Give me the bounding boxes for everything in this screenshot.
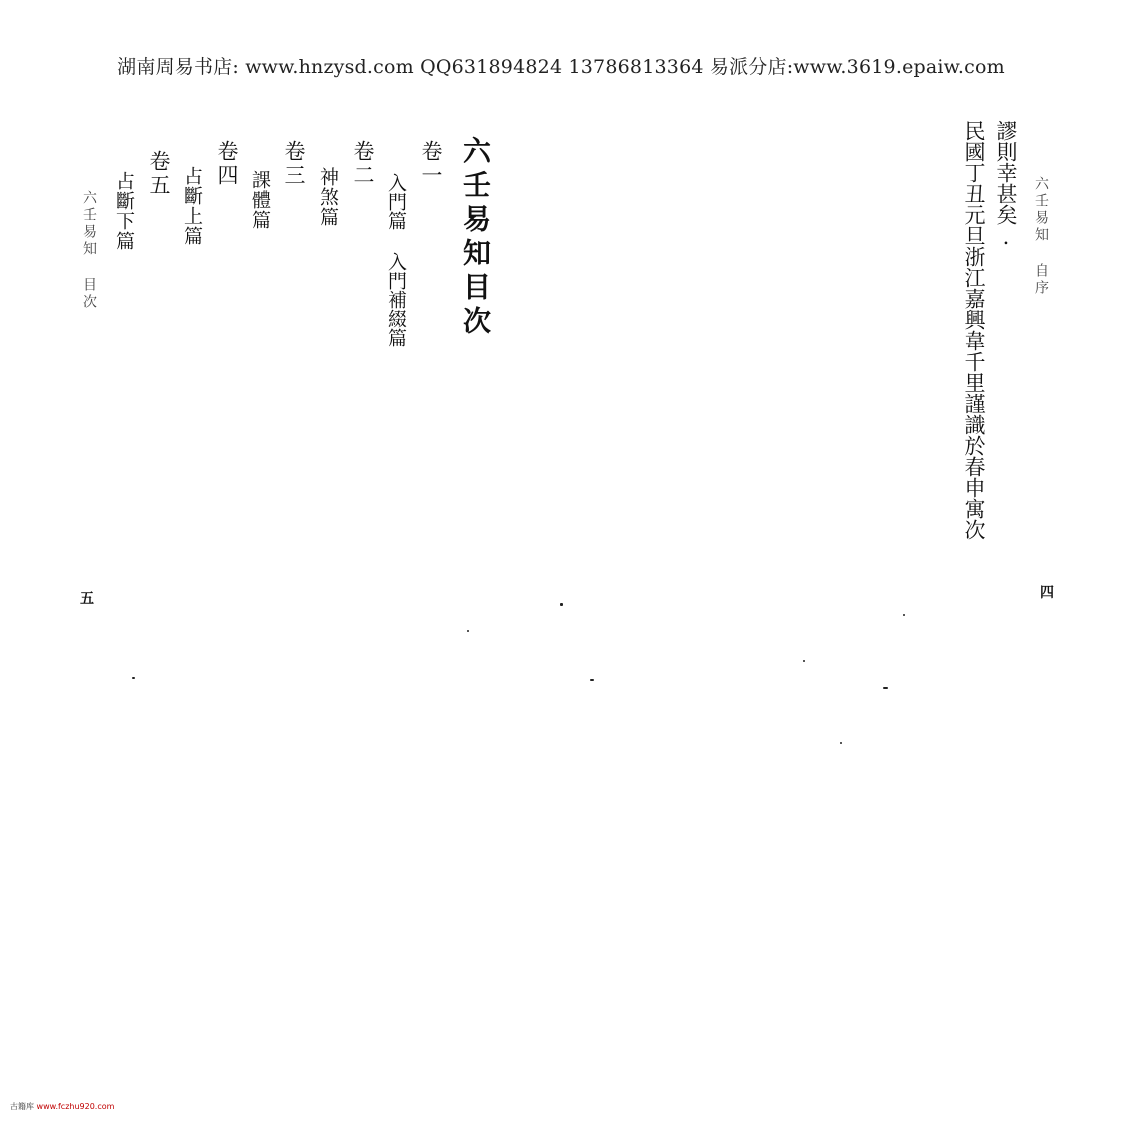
toc-volume-1: 卷一 [419,140,443,188]
toc-chapters-4: 占斷上篇 [181,166,203,246]
scan-speck [132,677,135,679]
right-running-head: 六壬易知 自序 [1033,176,1049,297]
header-banner: 湖南周易书店: www.hnzysd.com QQ631894824 13786813364 易派分店:www.3619.epaiw.com [117,56,1005,78]
footer-watermark [10,1101,114,1112]
right-page-number: 四 [1040,585,1054,601]
footer-label: 古籍库 [10,1102,34,1111]
preface-signature-line: 民國丁丑元旦浙江嘉興韋千里謹識於春申寓次 [962,120,986,540]
toc-volume-5: 卷五 [147,150,171,198]
scan-speck [590,679,594,681]
footer-url: www.fczhu920.com [36,1102,115,1111]
scan-speck [803,660,805,662]
left-page-number: 五 [80,591,94,607]
toc-chapters-3: 課體篇 [249,170,271,230]
toc-chapters-1: 入門篇 入門補綴篇 [385,173,407,347]
scan-speck [883,687,888,689]
preface-line-1: 謬則幸甚矣. [994,120,1018,249]
toc-volume-3: 卷三 [282,140,306,188]
toc-volume-2: 卷二 [351,140,375,188]
scan-speck [903,614,905,616]
left-running-head: 六壬易知 目次 [81,190,97,311]
toc-chapters-2: 神煞篇 [317,167,339,227]
scan-speck [840,742,842,744]
toc-title: 六壬易知目次 [459,136,492,340]
toc-chapters-5: 占斷下篇 [113,171,135,251]
scan-speck [467,630,469,632]
scan-speck [560,603,563,606]
toc-volume-4: 卷四 [215,140,239,188]
